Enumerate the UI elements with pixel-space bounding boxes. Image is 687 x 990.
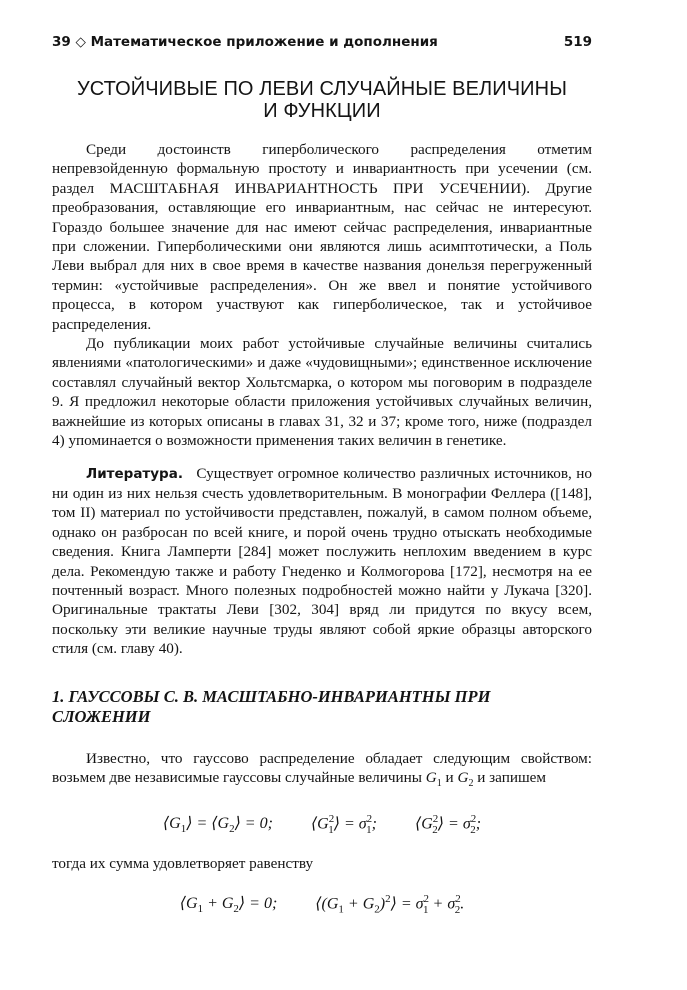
and-word: и <box>445 768 454 786</box>
g1-symbol: G <box>425 768 437 786</box>
chapter-header: 39 ◇ Математическое приложение и дополнения <box>52 34 438 50</box>
paragraph-3-text: Известно, что гауссово распределение обладает следующим свойством: возьмем две независимые гауссовы случайные величины <box>52 749 592 786</box>
equation-var-1: $⟨G^2_1⟩ = \sigma^2_1$; <box>310 813 377 836</box>
literature-paragraph <box>52 464 592 659</box>
paragraph-4: тогда их сумма удовлетворяет равенству <box>52 854 314 872</box>
equation-sum <box>52 893 592 916</box>
equation-sum-mean: $⟨G_1$ + $G_2⟩ = 0$; <box>179 895 278 916</box>
paragraph-3: Известно, что гауссово распределение обладает следующим свойством: возьмем две независимые гауссовы случайные величины $G_1$ и $G_2$ и запишем <box>52 749 592 789</box>
equation-moments <box>52 813 592 836</box>
equation-var-2: $⟨G^2_2⟩ = \sigma^2_2$; <box>415 813 482 836</box>
paragraph-1: Среди достоинств гиперболического распределения отметим непревзойденную формальную простоту и инвариантность при усечении (см. раздел МАСШТАБНАЯ ИНВАРИАНТНОСТЬ ПРИ УСЕЧЕНИИ). Другие преобразования, оставляющие его инвариантным, нас сейчас не интересуют. Гораздо большее значение для нас имеют сейчас распределения, инвариантные при сложении. Гиперболическими они являются лишь асимптотически, а Поль Леви выбрал для них в свое время в качестве названия донельзя перегруженный термин: «устойчивые распределения». Он же ввел и понятие устойчивого процесса, в котором участвуют как гиперболическое, так и устойчивое распределения. <box>52 141 592 333</box>
running-head <box>52 34 592 50</box>
equation-mean: $⟨G_1⟩$ = $⟨G_2⟩ = 0$; <box>162 815 273 836</box>
literature-text: Существует огромное количество различных источников, но ни один из них нельзя счесть удовлетворительным. В монографии Феллера ([148], том II) материал по устойчивости представлен, пожалуй, в самом полном объеме, однако он разбросан по всей книге, и порой очень трудно отыскать необходимые сведения. Книга Ламперти [284] может послужить неплохим введением в курс дела. Рекомендую также и работу Гнеденко и Колмогорова [172], несмотря на ее почтенный возраст. Много полезных подробностей можно найти у Лукача [320]. Оригинальные трактаты Леви [302, 304] вряд ли придутся по вкусу всем, поскольку эти великие научные труды являют собой яркие образцы авторского стиля (см. главу 40). <box>52 464 592 658</box>
chapter-title-line-2: И ФУНКЦИИ <box>263 100 381 122</box>
equation-sum-var: $⟨(G_1$ + $G_2)^2⟩ = \sigma^2_1 + \sigma^2_2$. <box>315 893 465 916</box>
page-number: 519 <box>563 34 592 50</box>
paragraph-2: До публикации моих работ устойчивые случайные величины считались явлениями «патологическими» и даже «чудовищными»; единственное исключение составлял случайный вектор Хольтсмарка, о котором мы поговорим в подразделе 9. Я предложил некоторые области приложения устойчивых случайных величин, важнейшие из которых описаны в главах 31, 32 и 37; кроме того, ниже (подраздел 4) упоминается о возможности применения таких величин в генетике. <box>52 335 592 450</box>
chapter-title <box>52 78 592 122</box>
chapter-title-line-1: УСТОЙЧИВЫЕ ПО ЛЕВИ СЛУЧАЙНЫЕ ВЕЛИЧИНЫ <box>76 78 568 100</box>
literature-heading: Литература. <box>86 465 183 482</box>
section-title: 1. ГАУССОВЫ С. В. МАСШТАБНО-ИНВАРИАНТНЫ ПРИ СЛОЖЕНИИ <box>52 686 491 726</box>
paragraph-3-end: и запишем <box>477 768 547 786</box>
g2-symbol: G <box>457 768 469 786</box>
